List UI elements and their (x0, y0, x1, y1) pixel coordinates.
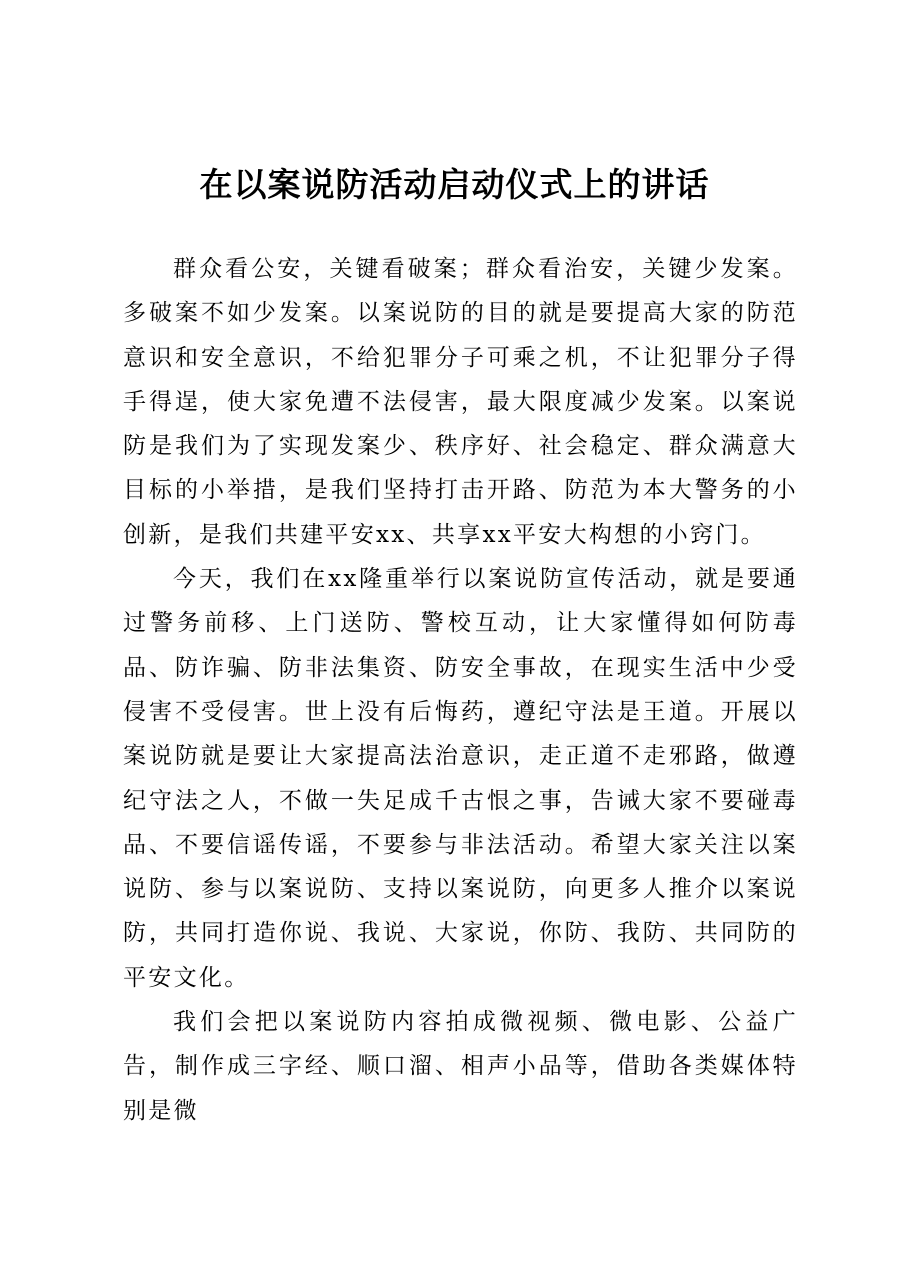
paragraph-1: 群众看公安，关键看破案；群众看治安，关键少发案。多破案不如少发案。以案说防的目的就是要提高大家的防范意识和安全意识，不给犯罪分子可乘之机，不让犯罪分子得手得逞，使大家免遭不法侵害，最大限度减少发案。以案说防是我们为了实现发案少、秩序好、社会稳定、群众满意大目标的小举措，是我们坚持打击开路、防范为本大警务的小创新，是我们共建平安xx、共享xx平安大构想的小窍门。 (123, 256, 798, 548)
paragraph-3: 我们会把以案说防内容拍成微视频、微电影、公益广告，制作成三字经、顺口溜、相声小品等，借助各类媒体特别是微 (123, 1009, 798, 1124)
document-title: 在以案说防活动启动仪式上的讲话 (199, 165, 710, 204)
paragraph-2: 今天，我们在xx隆重举行以案说防宣传活动，就是要通过警务前移、上门送防、警校互动，让大家懂得如何防毒品、防诈骗、防非法集资、防安全事故，在现实生活中少受侵害不受侵害。世上没有后悔药，遵纪守法是王道。开展以案说防就是要让大家提高法治意识，走正道不走邪路，做遵纪守法之人，不做一失足成千古恨之事，告诫大家不要碰毒品、不要信谣传谣，不要参与非法活动。希望大家关注以案说防、参与以案说防、支持以案说防，向更多人推介以案说防，共同打造你说、我说、大家说，你防、我防、共同防的平安文化。 (123, 566, 798, 991)
document-body (123, 247, 798, 1133)
